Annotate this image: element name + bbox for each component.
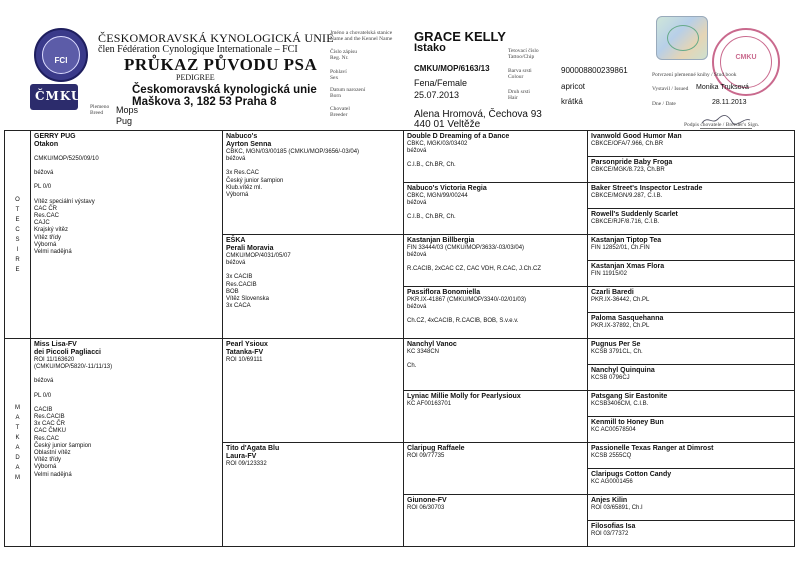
dog-colour: apricot [561, 82, 586, 91]
born-label: Datum narození Born [330, 87, 366, 99]
breeder-label: Chovatel Breeder [330, 106, 350, 118]
g3-cell-5: Nanchyl Vanoc KC 3348CN Ch. [404, 339, 588, 391]
g4-cell-13: Passionelle Texas Ranger at Dimrost KCSB 2555CQ [588, 443, 795, 469]
g3-cell-6: Lyniac Millie Molly for Pearlysioux KC AF00163701 [404, 391, 588, 443]
pedigree-table [4, 130, 795, 547]
dam-dam-cell: Tito d'Agata Blu Laura-FV ROI 09/123332 [223, 443, 404, 547]
g4-cell-2: Parsonpride Baby Froga CBKCE/MGK/8.723, Ch.BR [588, 157, 795, 183]
date-label: Dne / Date [652, 101, 676, 107]
g4-cell-12: Kenmill to Honey Bun KC AC00578504 [588, 417, 795, 443]
g3-cell-3: Kastanjan Billbergia FIN 33444/03 (CMKU/MOP/3633/-03/03/04) béžová R.CACIB, 2xCAC CZ, CAC VDH, R.CAC, J.Ch.CZ [404, 235, 588, 287]
g4-cell-5: Kastanjan Tiptop Tea FIN 12852/01, Ch.FIN [588, 235, 795, 261]
issued-date: 28.11.2013 [712, 99, 747, 106]
sex-label: Pohlaví Sex [330, 69, 347, 81]
g4-cell-10: Nanchyl Quinquina KCSB 0796CJ [588, 365, 795, 391]
g4-cell-9: Pugnus Per Se KCSB 3791CL, Ch. [588, 339, 795, 365]
g4-cell-6: Kastanjan Xmas Flora FIN 11915/02 [588, 261, 795, 287]
issued-label: Vystavil / Issued [652, 86, 689, 92]
cmku-logo: ČMKU [30, 84, 78, 110]
g3-cell-7: Claripug Raffaele ROI 09/77735 [404, 443, 588, 495]
tattoo-label: Tetovací číslo Tattoo/Chip [508, 48, 539, 60]
reg-label: Číslo zápisu Reg. Nr. [330, 49, 358, 61]
g4-cell-11: Patsgang Sir Eastonite KCSB3406CM, C.I.B. [588, 391, 795, 417]
address-line-1: Českomoravská kynologická unie [132, 84, 317, 96]
name-label: Jméno a chovatelská stanice Name and the Kennel Name [330, 30, 393, 42]
g4-cell-15: Anjes Kilin ROI 03/65891, Ch.I [588, 495, 795, 521]
document-subtitle: PEDIGREE [176, 73, 215, 82]
g3-cell-8: Giunone-FV ROI 06/30703 [404, 495, 588, 547]
sire-side-label: O T E C S I R E [5, 131, 31, 339]
org-title: ČESKOMORAVSKÁ KYNOLOGICKÁ UNIE [98, 31, 334, 45]
sire-dam-cell: EŠKA Perali Moravia CMKU/MOP/4031/05/07 béžová 3x CACIB Res.CACIB BOB Vítěz Slovenska 3x CACA [223, 235, 404, 339]
document-title: PRŮKAZ PŮVODU PSA [124, 55, 318, 74]
hair-label: Druh srsti Hair [508, 89, 530, 101]
g3-cell-4: Passiflora Bonomiella PKR.IX-41867 (CMKU/MOP/3340/-02/01/03) béžová Ch.CZ, 4xCACIB, R.CACIB, BOB, S.v.e.v. [404, 287, 588, 339]
sire-sire-cell: Nabuco's Ayrton Senna CBKC, MGN/03/00185 (CMKU/MOP/3656/-03/04) béžová 3x Res.CAC Český junior šampion Klub.vítěz ml. Výborná [223, 131, 404, 235]
dam-sire-cell: Pearl Ysioux Tatanka-FV ROI 10/69111 [223, 339, 404, 443]
fci-logo: FCI [34, 28, 88, 82]
g4-cell-4: Rowell's Suddenly Scarlet CBKCE/RJF/8.716, C.I.B. [588, 209, 795, 235]
breed-cz: Mops [116, 105, 139, 115]
dog-hair: krátká [561, 97, 583, 106]
dog-reg: CMKU/MOP/6163/13 [414, 64, 490, 73]
dog-chip: 900008800239861 [561, 66, 628, 75]
issued-by: Monika Truksová [696, 84, 749, 91]
colour-label: Barva srsti Colour [508, 68, 532, 80]
g4-cell-1: Ivanwold Good Humor Man CBKCE/OFA/7.966, Ch.BR [588, 131, 795, 157]
breed-en: Pug [116, 116, 133, 126]
approved-label: Potvrzení plemenné knihy / Stud book [652, 72, 737, 78]
dog-born: 25.07.2013 [414, 90, 460, 100]
address-line-2: Maškova 3, 182 53 Praha 8 [132, 96, 277, 108]
signature-label: Podpis chovatele / Breeder's Sign. [684, 122, 760, 128]
sire-cell: GERRY PUG Otakon CMKU/MOP/5250/09/10 béžová PL 0/0 Vítěz speciální výstavy CAC ČR Res.CAC CAJC Krajský vítěz Vítěz třídy Výborná Velmi nadějná [31, 131, 223, 339]
breed-label: Plemeno Breed [90, 104, 110, 116]
g4-cell-14: Claripugs Cotton Candy KC AG0001456 [588, 469, 795, 495]
dog-sex: Fena/Female [414, 78, 468, 88]
g4-cell-3: Baker Street's Inspector Lestrade CBKCE/MGN/9.287, C.I.B. [588, 183, 795, 209]
dam-side-label: M A T K A D A M [5, 339, 31, 547]
g4-cell-7: Czarli Baredi PKR.IX-36442, Ch.PL [588, 287, 795, 313]
g4-cell-16: Filosofias Isa ROI 03/77372 [588, 521, 795, 547]
hologram-seal [656, 16, 708, 60]
g4-cell-8: Paloma Sasquehanna PKR.IX-37892, Ch.PL [588, 313, 795, 339]
official-stamp: CMKU [712, 28, 780, 96]
dam-cell: Miss Lisa-FV dei Piccoli Pagliacci ROI 11/163620 (CMKU/MOP/5820/-11/11/13) béžová PL 0/0 CACIB Res.CACIB 3x CAC ČR CAC ČMKU Res.CAC Český junior šampion Oblastní vítěz Vítěz třídy Výborná Velmi nadějná [31, 339, 223, 547]
g3-cell-2: Nabuco's Victoria Regia CBKC, MGN/99/00244 béžová C.I.B., Ch.BR, Ch. [404, 183, 588, 235]
dog-name: GRACE KELLY [414, 29, 506, 44]
dog-kennel: Istako [414, 42, 446, 54]
dog-breeder: Alena Hromová, Čechova 93 [414, 109, 542, 120]
org-subtitle: člen Fédération Cynologique Internationale – FCI [98, 44, 298, 55]
dog-breeder-city: 440 01 Veltěže [414, 119, 481, 130]
g3-cell-1: Double D Dreaming of a Dance CBKC, MGK/03/03402 béžová C.I.B., Ch.BR, Ch. [404, 131, 588, 183]
